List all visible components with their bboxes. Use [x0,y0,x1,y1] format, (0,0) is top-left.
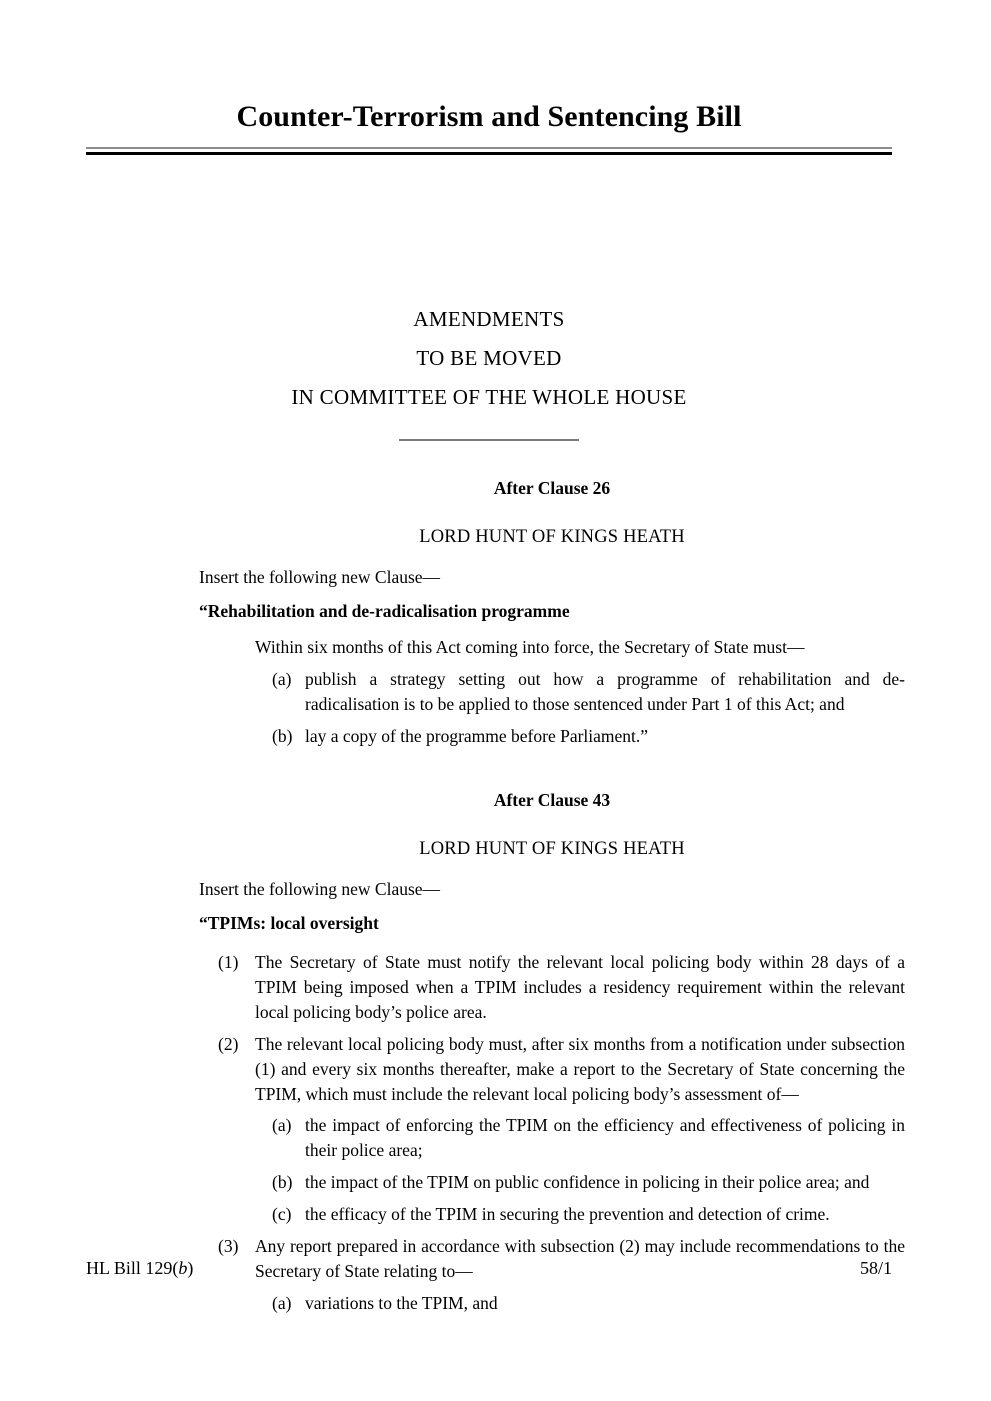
list-item [199,1113,905,1163]
title-divider [86,147,892,155]
subsection-text: The Secretary of State must notify the relevant local policing body within 28 days of a TPIM being imposed when a TPIM includes a residency requirement within the relevant local policing body’s police area. [255,952,905,1023]
heading-line-to-be-moved: TO BE MOVED [416,346,562,370]
subsection-marker: (3) [218,1235,239,1256]
amendments-body [199,470,905,1315]
list-marker: (c) [272,1203,292,1224]
list-item-text: variations to the TPIM, and [305,1292,498,1313]
list-item-text: the efficacy of the TPIM in securing the prevention and detection of crime. [305,1203,830,1224]
document-heading-block [86,300,892,441]
subsection-text: The relevant local policing body must, after six months from a notification under subsection (1) and every six months thereafter, make a report to the Secretary of State concerning the TPIM, which must include the relevant local policing body’s assessment of— [255,1033,905,1104]
page-footer [86,1258,892,1279]
heading-line-in-committee: IN COMMITTEE OF THE WHOLE HOUSE [291,385,687,409]
list-marker: (a) [272,668,292,689]
page-number: 58/1 [859,1258,892,1278]
list-marker: (b) [272,1172,293,1193]
list-item [199,667,905,717]
bill-number-letter: b [178,1258,188,1278]
amendment-block-after-clause-43 [199,782,905,1315]
list-marker: (a) [272,1292,292,1313]
divider-thick-rule [86,152,892,155]
page-title: Counter-Terrorism and Sentencing Bill [236,100,742,133]
section-separator-rule [399,439,579,441]
bill-number-suffix: ) [187,1258,194,1278]
list-item-text: publish a strategy setting out how a programme of rehabilitation and de-radicalisation is to be applied to those sentenced under Part 1 of this Act; and [305,668,905,714]
masthead [86,100,892,155]
subsection [199,950,905,1025]
subsection-marker: (2) [218,1033,239,1054]
member-name: LORD HUNT OF KINGS HEATH [419,527,685,547]
list-marker: (a) [272,1115,292,1136]
new-clause-title: “Rehabilitation and de-radicalisation programme [199,601,570,621]
list-marker: (b) [272,725,293,746]
subsection [199,1032,905,1107]
subsection-marker: (1) [218,952,239,973]
member-name: LORD HUNT OF KINGS HEATH [419,839,685,860]
new-clause-title: “TPIMs: local oversight [199,913,379,934]
clause-heading: After Clause 43 [493,790,611,811]
list-item-text: lay a copy of the programme before Parliament.” [305,725,649,746]
amendment-block-after-clause-26 [199,470,905,748]
heading-line-amendments: AMENDMENTS [413,307,565,331]
list-item [199,1170,905,1195]
list-item [199,1291,905,1316]
subsection-text: Any report prepared in accordance with subsection (2) may include recommendations to the Secretary of State relating to— [255,1235,905,1281]
insert-instruction: Insert the following new Clause— [199,567,441,587]
list-item-text: the impact of enforcing the TPIM on the efficiency and effectiveness of policing in their police area; [305,1115,905,1161]
block-spacer [199,748,905,782]
list-item-text: the impact of the TPIM on public confidence in policing in their police area; and [305,1172,870,1193]
bill-number [86,1258,193,1279]
lead-paragraph: Within six months of this Act coming into force, the Secretary of State must— [255,637,805,657]
block-spacer [199,934,905,943]
insert-instruction: Insert the following new Clause— [199,879,441,900]
clause-heading: After Clause 26 [493,478,611,498]
list-item [199,724,905,749]
bill-number-prefix: HL Bill 129( [86,1258,179,1278]
list-item [199,1202,905,1227]
